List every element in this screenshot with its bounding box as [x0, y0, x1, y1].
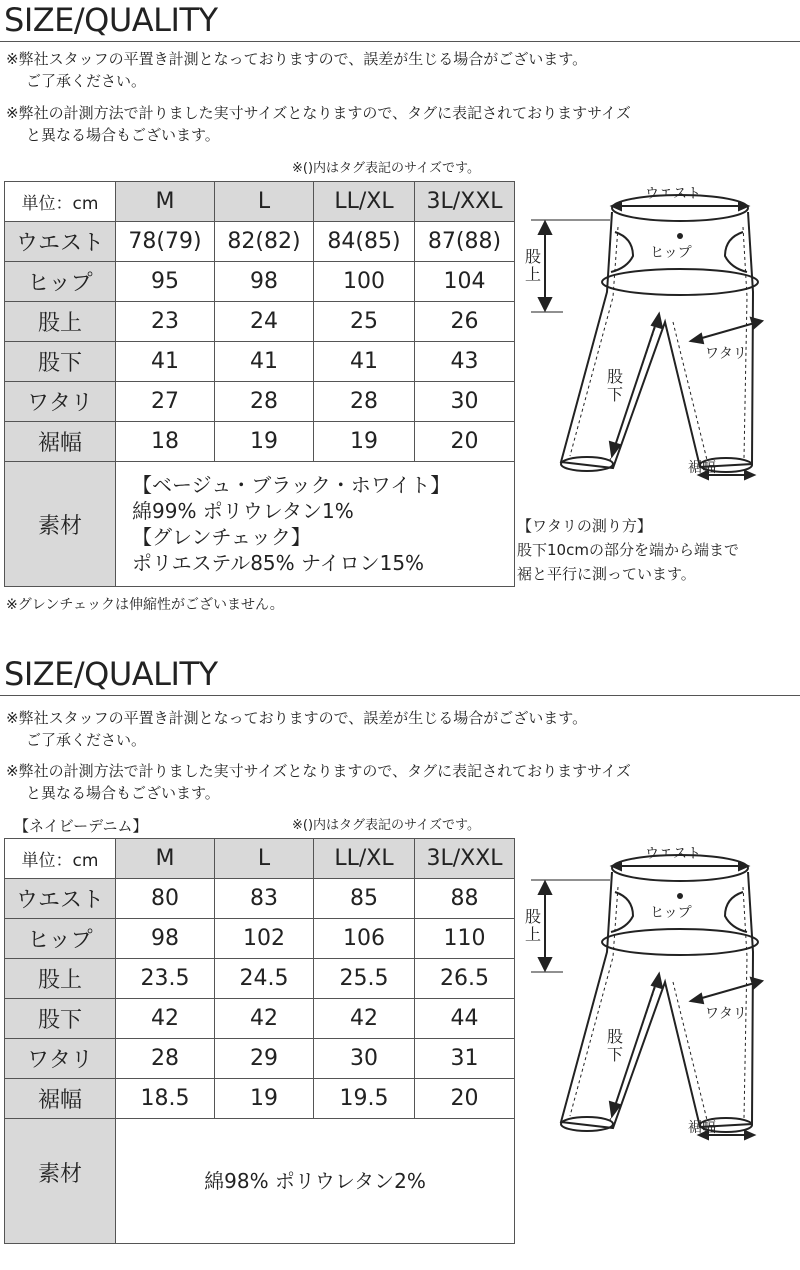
table-cell: 41	[215, 342, 314, 382]
arrowhead	[739, 202, 748, 210]
hip-label: ヒップ	[650, 245, 692, 261]
arrowhead	[691, 334, 703, 343]
table-cell: 25	[314, 302, 415, 342]
product-variant-label: 【ネイビーデニム】	[14, 817, 148, 835]
table-cell: 82(82)	[215, 222, 314, 262]
table-cell: 25.5	[314, 959, 415, 999]
hem-label: 裾幅	[688, 460, 716, 476]
right-pocket	[725, 232, 747, 272]
tag-size-note: ※()内はタグ表記のサイズです。	[292, 818, 480, 833]
inseam-label-2: 下	[607, 1045, 624, 1064]
table-row-rise	[5, 302, 515, 342]
table-row-material	[5, 1119, 515, 1244]
size-table-header	[5, 839, 515, 879]
table-cell: 104	[415, 262, 515, 302]
table-cell: 28	[314, 382, 415, 422]
actual-size-note	[6, 760, 631, 804]
table-cell: 98	[116, 919, 215, 959]
table-cell: 83	[215, 879, 314, 919]
note-line: と異なる場合もございます。	[26, 126, 220, 144]
waist-label: ウエスト	[645, 186, 701, 202]
note-line: ご了承ください。	[26, 72, 147, 90]
table-cell: 87(88)	[415, 222, 515, 262]
table-cell: 95	[116, 262, 215, 302]
table-cell: 106	[314, 919, 415, 959]
rise-label-1: 股	[525, 907, 542, 926]
thigh-measurement-howto	[517, 514, 739, 586]
table-cell: 41	[314, 342, 415, 382]
size-table-header	[5, 182, 515, 222]
size-table	[4, 181, 515, 587]
table-cell: 43	[415, 342, 515, 382]
table-cell: 88	[415, 879, 515, 919]
tag-size-note: ※()内はタグ表記のサイズです。	[292, 161, 480, 176]
table-cell: 100	[314, 262, 415, 302]
material-line: 【ベージュ・ブラック・ホワイト】	[132, 473, 451, 497]
table-cell: 23	[116, 302, 215, 342]
table-cell: 41	[116, 342, 215, 382]
size-header-ll-xl: LL/XL	[314, 839, 415, 879]
unit-label: 単位：cm	[5, 182, 116, 222]
table-row-hem	[5, 422, 515, 462]
right-pocket	[725, 892, 747, 932]
arrowhead	[652, 314, 662, 328]
arrowhead	[612, 202, 621, 210]
arrowhead	[751, 318, 762, 328]
table-cell: 20	[415, 422, 515, 462]
size-quality-section-2	[0, 650, 800, 1270]
title-rule	[0, 41, 800, 42]
stitch-line	[743, 887, 747, 1118]
rise-label-1: 股	[525, 247, 542, 266]
table-cell: 18.5	[116, 1079, 215, 1119]
inseam-label-2: 下	[607, 385, 624, 404]
table-cell: 26	[415, 302, 515, 342]
size-header-l: L	[215, 839, 314, 879]
table-cell: 18	[116, 422, 215, 462]
table-cell: 42	[116, 999, 215, 1039]
stretch-note: ※グレンチェックは伸縮性がございません。	[6, 597, 284, 613]
table-cell: 19.5	[314, 1079, 415, 1119]
stitch-line	[743, 227, 747, 458]
table-cell: 28	[215, 382, 314, 422]
arrowhead	[612, 862, 621, 870]
table-row-hip	[5, 262, 515, 302]
thigh-arrow	[695, 322, 758, 340]
row-label: ヒップ	[5, 919, 116, 959]
table-cell: 30	[415, 382, 515, 422]
arrowhead	[539, 298, 551, 310]
unit-label: 単位：cm	[5, 839, 116, 879]
table-cell: 20	[415, 1079, 515, 1119]
measurement-note	[6, 707, 587, 751]
section-title: SIZE/QUALITY	[4, 655, 218, 693]
table-cell: 85	[314, 879, 415, 919]
inseam-label-1: 股	[607, 367, 624, 386]
thigh-label: ワタリ	[705, 1006, 747, 1022]
table-cell: 98	[215, 262, 314, 302]
measurement-note	[6, 48, 587, 92]
arrowhead	[539, 882, 551, 894]
material-line: ポリエステル85% ナイロン15%	[132, 551, 425, 575]
row-label: 股上	[5, 302, 116, 342]
table-row-waist	[5, 879, 515, 919]
row-label: ウエスト	[5, 879, 116, 919]
pants-diagram	[515, 172, 800, 492]
howto-title: 【ワタリの測り方】	[517, 517, 652, 535]
row-label: 裾幅	[5, 422, 116, 462]
rise-label-2: 上	[525, 925, 542, 944]
table-cell: 19	[215, 422, 314, 462]
actual-size-note	[6, 102, 631, 146]
table-row-thigh	[5, 1039, 515, 1079]
table-cell: 80	[116, 879, 215, 919]
howto-line: 裾と平行に測っています。	[517, 565, 696, 583]
note-line: ※弊社の計測方法で計りました実寸サイズとなりますので、タグに表記されておりますサイズ	[6, 762, 631, 780]
size-header-l: L	[215, 182, 314, 222]
table-cell: 78(79)	[116, 222, 215, 262]
pants-diagram	[515, 832, 800, 1152]
note-line: ※弊社の計測方法で計りました実寸サイズとなりますので、タグに表記されておりますサイズ	[6, 104, 631, 122]
hip-measure-ellipse	[602, 269, 758, 295]
row-label: 股下	[5, 342, 116, 382]
table-cell: 23.5	[116, 959, 215, 999]
size-header-m: M	[116, 839, 215, 879]
row-label: 素材	[5, 462, 116, 587]
inseam-label-1: 股	[607, 1027, 624, 1046]
table-cell: 110	[415, 919, 515, 959]
table-row-hem	[5, 1079, 515, 1119]
hip-measure-ellipse	[602, 929, 758, 955]
size-header-3l-xxl: 3L/XXL	[415, 182, 515, 222]
center-dot	[677, 893, 683, 899]
hem-label: 裾幅	[688, 1120, 716, 1136]
row-label: 裾幅	[5, 1079, 116, 1119]
arrowhead	[691, 994, 703, 1003]
material-cell	[116, 462, 515, 587]
row-label: 股上	[5, 959, 116, 999]
material-line: 【グレンチェック】	[132, 525, 311, 549]
arrowhead	[652, 974, 662, 988]
table-cell: 24	[215, 302, 314, 342]
note-line: ※弊社スタッフの平置き計測となっておりますので、誤差が生じる場合がございます。	[6, 50, 588, 68]
row-label: 股下	[5, 999, 116, 1039]
arrowhead	[539, 222, 551, 234]
row-label: ワタリ	[5, 382, 116, 422]
material-cell	[116, 1119, 515, 1244]
note-line: ご了承ください。	[26, 731, 147, 749]
table-cell: 84(85)	[314, 222, 415, 262]
row-label: 素材	[5, 1119, 116, 1244]
size-header-3l-xxl: 3L/XXL	[415, 839, 515, 879]
size-table	[4, 838, 515, 1244]
table-row-inseam	[5, 342, 515, 382]
material-line: 綿99% ポリウレタン1%	[132, 499, 354, 523]
arrowhead	[539, 958, 551, 970]
arrowhead	[751, 978, 762, 988]
left-pocket	[611, 892, 633, 932]
table-row-material	[5, 462, 515, 587]
table-cell: 42	[215, 999, 314, 1039]
table-row-inseam	[5, 999, 515, 1039]
table-row-rise	[5, 959, 515, 999]
table-cell: 102	[215, 919, 314, 959]
left-pocket	[611, 232, 633, 272]
table-cell: 42	[314, 999, 415, 1039]
row-label: ワタリ	[5, 1039, 116, 1079]
table-cell: 30	[314, 1039, 415, 1079]
table-cell: 29	[215, 1039, 314, 1079]
table-cell: 26.5	[415, 959, 515, 999]
hip-label: ヒップ	[650, 905, 692, 921]
row-label: ヒップ	[5, 262, 116, 302]
note-line: と異なる場合もございます。	[26, 784, 220, 802]
table-row-waist	[5, 222, 515, 262]
table-cell: 19	[314, 422, 415, 462]
thigh-arrow	[695, 982, 758, 1000]
arrowhead	[745, 1131, 754, 1139]
material-line: 綿98% ポリウレタン2%	[204, 1169, 426, 1193]
rise-label-2: 上	[525, 265, 542, 284]
table-cell: 31	[415, 1039, 515, 1079]
howto-line: 股下10cmの部分を端から端まで	[517, 541, 739, 559]
table-row-thigh	[5, 382, 515, 422]
row-label: ウエスト	[5, 222, 116, 262]
note-line: ※弊社スタッフの平置き計測となっておりますので、誤差が生じる場合がございます。	[6, 709, 588, 727]
table-row-hip	[5, 919, 515, 959]
size-header-m: M	[116, 182, 215, 222]
section-title: SIZE/QUALITY	[4, 1, 218, 39]
table-cell: 24.5	[215, 959, 314, 999]
table-cell: 27	[116, 382, 215, 422]
table-cell: 44	[415, 999, 515, 1039]
thigh-label: ワタリ	[705, 346, 747, 362]
size-header-ll-xl: LL/XL	[314, 182, 415, 222]
waist-label: ウエスト	[645, 846, 701, 862]
arrowhead	[745, 471, 754, 479]
table-cell: 19	[215, 1079, 314, 1119]
arrowhead	[739, 862, 748, 870]
title-rule	[0, 695, 800, 696]
center-dot	[677, 233, 683, 239]
table-cell: 28	[116, 1039, 215, 1079]
